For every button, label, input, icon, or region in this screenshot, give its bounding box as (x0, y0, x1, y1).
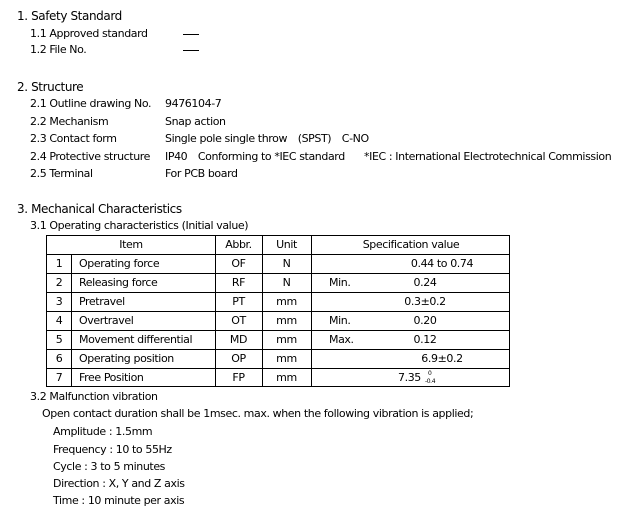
row-7-abbr: FP (232, 371, 245, 384)
vibration-direction: Direction : X, Y and Z axis (53, 477, 185, 490)
row-2-qualifier: Min. (329, 276, 351, 289)
row-6-no: 6 (55, 352, 63, 365)
section-2-title: 2. Structure (17, 80, 84, 94)
header-unit: Unit (276, 238, 297, 251)
protective-structure-label: 2.4 Protective structure (30, 150, 151, 163)
row-1-item: Operating force (79, 257, 160, 270)
row-5-qualifier: Max. (329, 333, 354, 346)
row-3-no: 3 (55, 295, 63, 308)
vibration-amplitude: Amplitude : 1.5mm (53, 425, 153, 438)
row-4-item: Overtravel (79, 314, 134, 327)
row-2-no: 2 (55, 276, 63, 289)
row-7-value: 7.35 (398, 371, 421, 384)
row-1-abbr: OF (231, 257, 246, 270)
header-item: Item (119, 238, 143, 251)
header-spec: Specification value (362, 238, 460, 251)
row-7-unit: mm (276, 371, 297, 384)
operating-characteristics-table (46, 235, 510, 387)
row-1-unit: N (282, 257, 291, 270)
header-abbr: Abbr. (225, 238, 252, 251)
row-7-item: Free Position (79, 371, 144, 384)
row-4-value: 0.20 (413, 314, 437, 327)
row-5-value: 0.12 (413, 333, 437, 346)
row-7-tolerance-lower: -0.4 (425, 378, 436, 385)
mechanism-value: Snap action (165, 115, 226, 128)
row-5-no: 5 (55, 333, 63, 346)
section-1-title: 1. Safety Standard (17, 9, 122, 23)
row-5-abbr: MD (229, 333, 248, 346)
row-4-unit: mm (276, 314, 297, 327)
iec-footnote: *IEC : International Electrotechnical Commission (364, 150, 612, 163)
contact-form-label: 2.3 Contact form (30, 132, 117, 145)
outline-drawing-value: 9476104-7 (165, 97, 222, 110)
row-6-item: Operating position (79, 352, 174, 365)
row-7-no: 7 (55, 371, 63, 384)
outline-drawing-label: 2.1 Outline drawing No. (30, 97, 152, 110)
row-5-unit: mm (276, 333, 297, 346)
row-7-tolerance-upper: 0 (428, 370, 432, 377)
row-2-abbr: RF (231, 276, 246, 289)
row-3-unit: mm (276, 295, 297, 308)
row-6-unit: mm (276, 352, 297, 365)
section-3-title: 3. Mechanical Characteristics (17, 202, 182, 216)
row-4-no: 4 (55, 314, 63, 327)
contact-form-value: Single pole single throw (SPST) C-NO (165, 132, 369, 145)
row-1-value: 0.44 to 0.74 (410, 257, 474, 270)
file-no-label: 1.2 File No. (30, 43, 87, 56)
row-2-value: 0.24 (413, 276, 437, 289)
protective-structure-value: IP40 Conforming to *IEC standard (165, 150, 345, 163)
row-4-qualifier: Min. (329, 314, 351, 327)
row-5-item: Movement differential (79, 333, 193, 346)
approved-standard-label: 1.1 Approved standard (30, 27, 148, 40)
row-2-unit: N (282, 276, 291, 289)
approved-standard-empty-dash (183, 34, 199, 35)
row-6-abbr: OP (231, 352, 246, 365)
row-6-value: 6.9±0.2 (421, 352, 463, 365)
row-4-abbr: OT (231, 314, 246, 327)
row-2-item: Releasing force (79, 276, 158, 289)
vibration-time: Time : 10 minute per axis (53, 494, 185, 507)
terminal-value: For PCB board (165, 167, 238, 180)
row-3-item: Pretravel (79, 295, 125, 308)
vibration-frequency: Frequency : 10 to 55Hz (53, 443, 172, 456)
file-no-empty-dash (183, 50, 199, 51)
row-1-no: 1 (55, 257, 63, 270)
malfunction-vibration-heading: 3.2 Malfunction vibration (30, 390, 158, 403)
mechanism-label: 2.2 Mechanism (30, 115, 109, 128)
row-3-value: 0.3±0.2 (404, 295, 446, 308)
row-3-abbr: PT (232, 295, 245, 308)
terminal-label: 2.5 Terminal (30, 167, 93, 180)
vibration-cycle: Cycle : 3 to 5 minutes (53, 460, 166, 473)
vibration-intro: Open contact duration shall be 1msec. max. when the following vibration is applied; (42, 407, 474, 420)
operating-characteristics-heading: 3.1 Operating characteristics (Initial value) (30, 219, 249, 232)
